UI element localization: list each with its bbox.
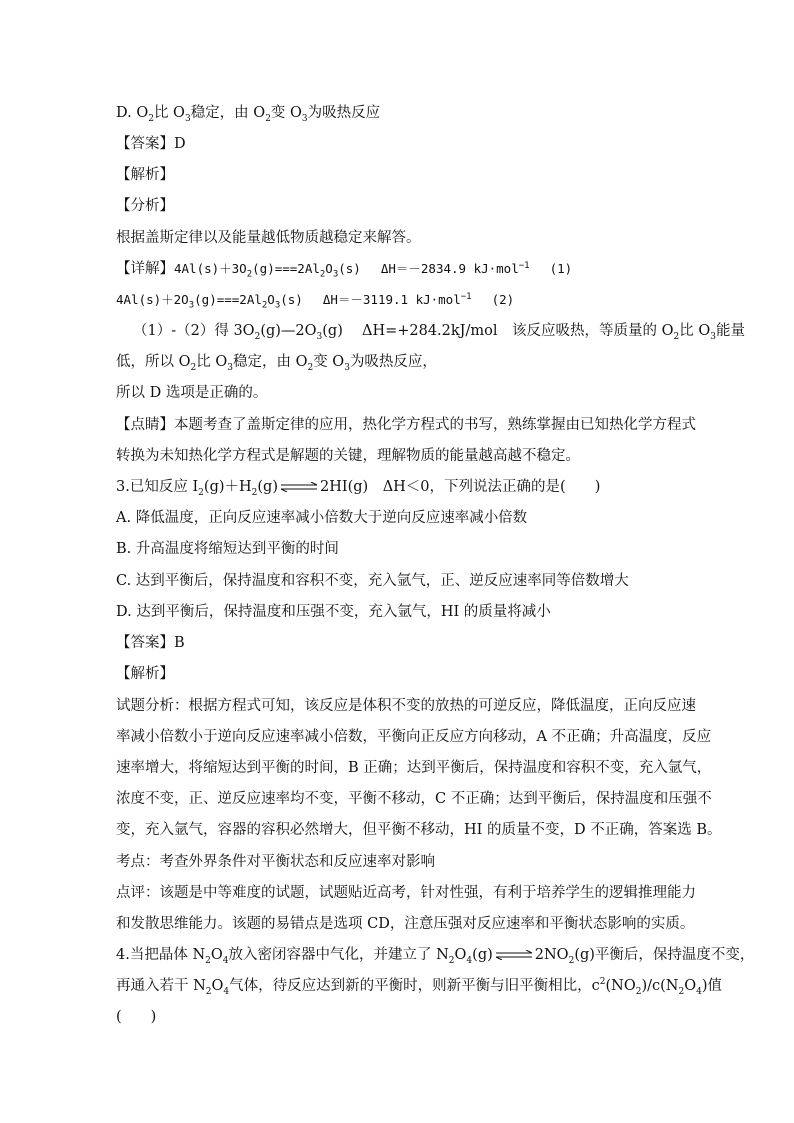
q3-option-d: D. 达到平衡后，保持温度和压强不变，充入氩气，HI 的质量将减小 <box>116 604 551 620</box>
analysis-heading: 【解析】 <box>116 167 174 183</box>
q3-option-b: B. 升高温度将缩短达到平衡的时间 <box>116 541 339 557</box>
detail-equation-2: $4Al(s)+2O_3(g)===2Al_2O_3(s)$ ΔH＝－3119.1 kJ·mol$^{-1}$ (2) <box>116 291 515 311</box>
detail-equation-1: 【详解】$4Al(s)+3O_2(g)===2Al_2O_3(s)$ ΔH＝－2834.9 kJ·mol$^{-1}$ (1) <box>116 260 573 280</box>
q3-analysis-heading: 【解析】 <box>116 666 174 682</box>
q3-option-a: A. 降低温度，正向反应速率减小倍数大于逆向反应速率减小倍数 <box>116 510 528 526</box>
detail-conclusion: 低，所以 $O_2$比 $O_3$稳定，由 $O_2$变 $O_3$为吸热反应， <box>116 354 437 373</box>
question-3-stem: 3.已知反应 $I_2(g)+H_2(g)$ 2HI(g) ΔH＜0，下列说法正确的是( ) <box>116 479 601 498</box>
question-4-stem-1: 4.当把晶体 $N_2O_4$放入密闭容器中气化，并建立了 $N_2O_4(g)$ $2NO_2(g)$平衡后，保持温度不变， <box>116 947 755 966</box>
fenxi-heading: 【分析】 <box>116 198 174 214</box>
question-4-blank: ( ) <box>116 1009 157 1025</box>
q3-analysis-line: 变，充入氩气，容器的容积必然增大，但平衡不移动，HI 的质量不变，D 不正确，答案选 B。 <box>116 822 722 838</box>
tip-text-1: 【点睛】本题考查了盖斯定律的应用，热化学方程式的书写，熟练掌握由已知热化学方程式 <box>116 417 696 433</box>
q3-answer-label: 【答案】B <box>116 635 185 651</box>
q3-option-c: C. 达到平衡后，保持温度和容积不变，充入氩气，正、逆反应速率同等倍数增大 <box>116 573 629 589</box>
q3-analysis-line: 浓度不变，正、逆反应速率均不变，平衡不移动，C 不正确；达到平衡后，保持温度和压强不 <box>116 791 712 807</box>
reversible-arrow-icon <box>279 482 319 492</box>
option-d-line: D. $O_2$比 $O_3$稳定，由 $O_2$变 $O_3$为吸热反应 <box>116 105 381 124</box>
q3-test-point: 考点：考查外界条件对平衡状态和反应速率对影响 <box>116 854 435 870</box>
detail-answer: 所以 D 选项是正确的。 <box>116 385 268 401</box>
q3-comment-line: 点评：该题是中等难度的试题，试题贴近高考，针对性强，有利于培养学生的逻辑推理能力 <box>116 885 696 901</box>
detail-derivation: （1）-（2）得 $3O_2(g)—2O_3(g)$ ΔH=+284.2kJ/mol 该反应吸热，等质量的 $O_2$比 $O_3$能量 <box>133 323 745 342</box>
tip-text-2: 转换为未知热化学方程式是解题的关键，理解物质的能量越高越不稳定。 <box>116 448 580 464</box>
q3-comment-line: 和发散思维能力。该题的易错点是选项 CD，注意压强对反应速率和平衡状态影响的实质。 <box>116 916 695 932</box>
fenxi-text: 根据盖斯定律以及能量越低物质越稳定来解答。 <box>116 230 421 246</box>
q3-analysis-line: 试题分析：根据方程式可知，该反应是体积不变的放热的可逆反应，降低温度，正向反应速 <box>116 698 696 714</box>
question-4-stem-2: 再通入若干 $N_2O_4$气体，待反应达到新的平衡时，则新平衡与旧平衡相比，$c^2(NO_2)/c(N_2O_4)$值 <box>116 977 723 997</box>
q3-analysis-line: 速率增大，将缩短达到平衡的时间，B 正确；达到平衡后，保持温度和容积不变，充入氩气， <box>116 760 712 776</box>
q3-analysis-line: 率减小倍数小于逆向反应速率减小倍数，平衡向正反应方向移动，A 不正确；升高温度，反应 <box>116 729 712 745</box>
answer-label: 【答案】D <box>116 136 186 152</box>
reversible-arrow-icon <box>494 950 534 960</box>
